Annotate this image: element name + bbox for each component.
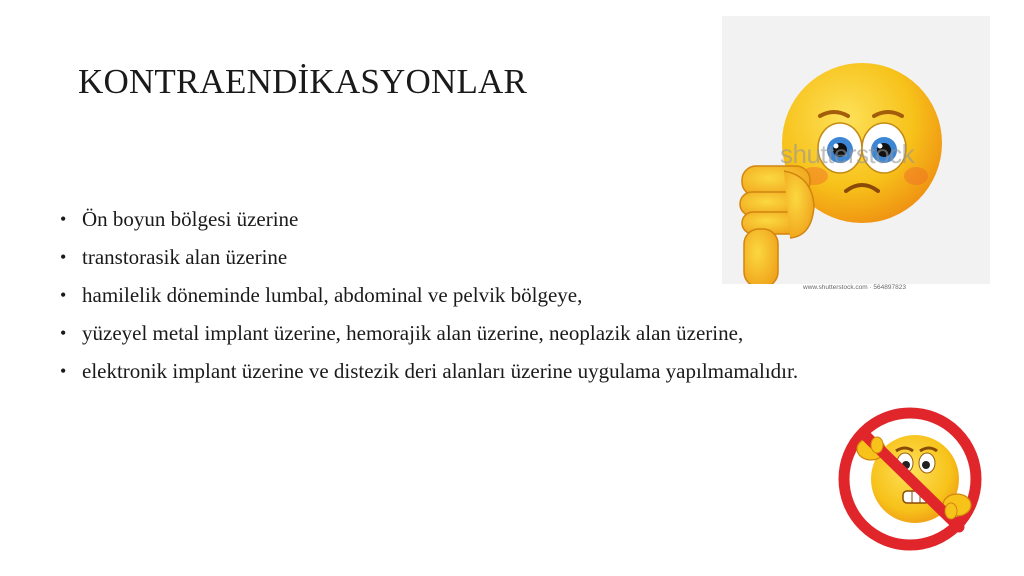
bullet-dot: • (60, 285, 67, 305)
bullet-item (60, 358, 802, 384)
thumbs-down-emoji-image (722, 16, 990, 284)
bullet-item (60, 320, 920, 346)
bullet-text: hamilelik döneminde lumbal, abdominal ve pelvik bölgeye, (82, 283, 583, 307)
bullet-text: yüzeyel metal implant üzerine, hemorajik alan üzerine, neoplazik alan üzerine, (82, 321, 744, 345)
bullet-dot: • (60, 361, 67, 381)
stock-caption: www.shutterstock.com · 564897823 (803, 284, 906, 291)
bullet-dot: • (60, 209, 67, 229)
bullet-dot: • (60, 323, 67, 343)
slide-title: KONTRAENDİKASYONLAR (78, 62, 528, 101)
bullet-text: Ön boyun bölgesi üzerine (82, 207, 299, 231)
stock-watermark: shutterstock (780, 139, 915, 169)
prohibited-emoji-image (833, 405, 987, 553)
bullet-item (60, 282, 920, 308)
bullet-text: transtorasik alan üzerine (82, 245, 288, 269)
prohibited-emoji-icon (833, 405, 987, 553)
bullet-dot: • (60, 247, 67, 267)
bullet-text: elektronik implant üzerine ve distezik deri alanları üzerine uygulama yapılmamalıdır. (82, 359, 799, 383)
